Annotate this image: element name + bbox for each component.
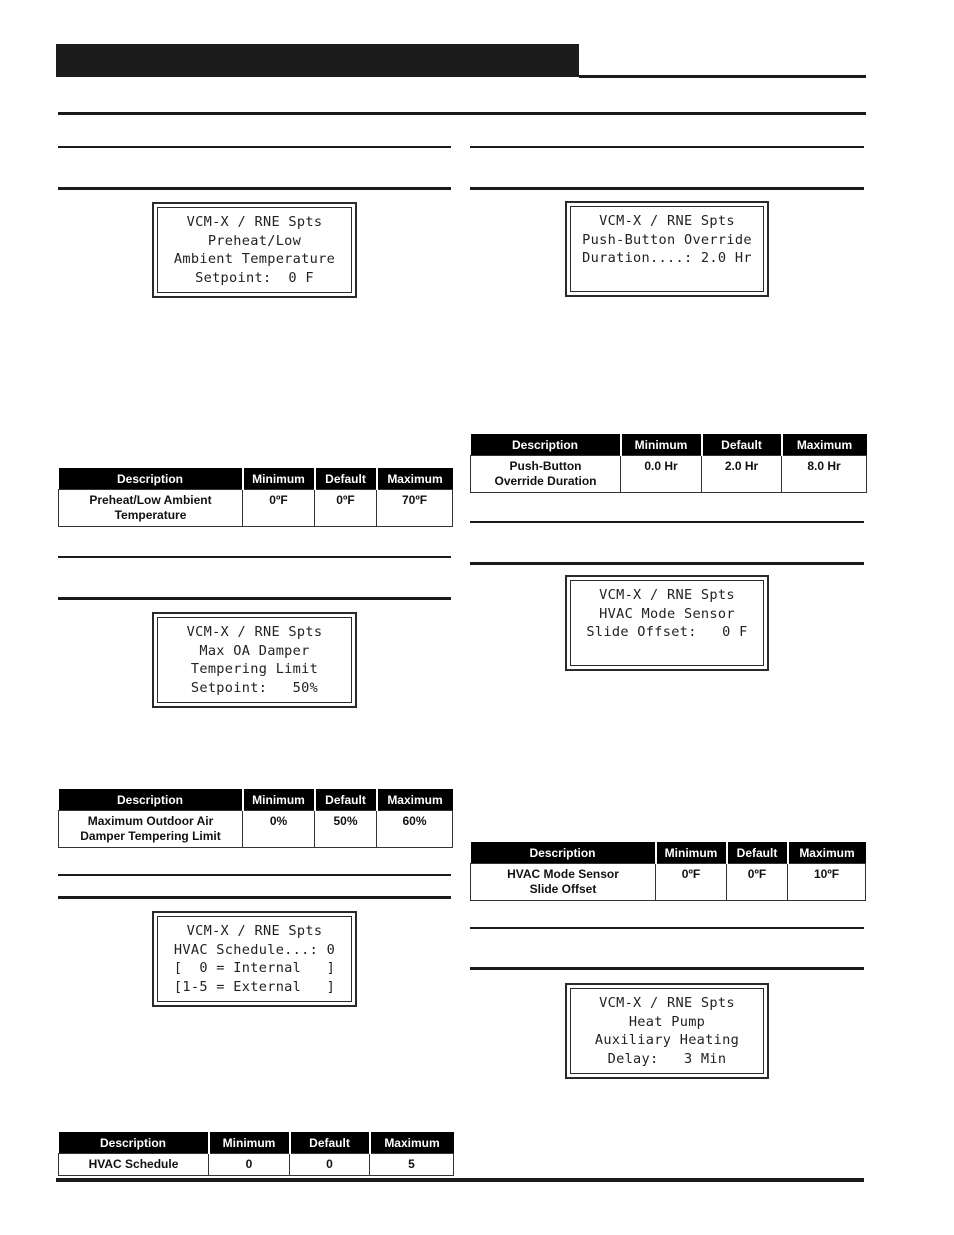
lcd-line: [1-5 = External ] [173, 978, 336, 995]
header-bar [56, 44, 579, 77]
lcd-display-push-button [565, 201, 769, 297]
lcd-line: VCM-X / RNE Spts [599, 587, 735, 603]
table-row [471, 864, 866, 901]
lcd-line: HVAC Mode Sensor [599, 605, 735, 622]
lcd-line: Setpoint: 50% [190, 679, 319, 696]
col-header-maximum: Maximum [370, 1132, 454, 1154]
cell-description-text: Preheat/Low Ambient Temperature [89, 493, 212, 522]
section-rule [470, 967, 864, 970]
section-rule [470, 521, 864, 523]
col-header-default: Default [290, 1132, 370, 1154]
col-header-maximum: Maximum [377, 789, 453, 811]
cell-description: HVAC Schedule [59, 1154, 209, 1176]
col-header-maximum: Maximum [788, 842, 866, 864]
lcd-line: VCM-X / RNE Spts [599, 213, 735, 229]
section-rule [58, 874, 451, 876]
cell-maximum: 60% [377, 811, 453, 848]
lcd-line: Tempering Limit [190, 661, 319, 678]
section-rule [58, 597, 451, 600]
col-header-description: Description [471, 434, 621, 456]
col-header-minimum: Minimum [621, 434, 702, 456]
col-header-minimum: Minimum [243, 789, 315, 811]
lcd-line: Heat Pump [628, 1013, 706, 1030]
lcd-line: Delay: 3 Min [607, 1050, 727, 1067]
col-header-maximum: Maximum [377, 468, 453, 490]
col-header-default: Default [727, 842, 788, 864]
col-header-minimum: Minimum [209, 1132, 290, 1154]
col-header-description: Description [59, 468, 243, 490]
section-rule [470, 187, 864, 190]
section-rule [58, 556, 451, 558]
lcd-line: VCM-X / RNE Spts [186, 923, 323, 939]
spec-table-max-oa [58, 789, 453, 848]
col-header-description: Description [471, 842, 656, 864]
table-row [59, 811, 453, 848]
footer-rule [56, 1178, 864, 1182]
cell-maximum: 10ºF [788, 864, 866, 901]
cell-default: 2.0 Hr [702, 456, 782, 493]
cell-maximum: 70ºF [377, 490, 453, 527]
cell-default: 0ºF [727, 864, 788, 901]
section-rule [470, 562, 864, 565]
cell-minimum: 0 [209, 1154, 290, 1176]
lcd-line: Max OA Damper [199, 642, 310, 659]
lcd-display-max-oa [152, 612, 357, 708]
cell-description [471, 456, 621, 493]
section-rule [470, 927, 864, 929]
col-header-minimum: Minimum [243, 468, 315, 490]
lcd-line: VCM-X / RNE Spts [186, 214, 323, 230]
cell-default: 0ºF [315, 490, 377, 527]
header-rule [579, 75, 866, 78]
top-rule [58, 112, 866, 115]
cell-minimum: 0ºF [656, 864, 727, 901]
spec-table-hvac-schedule [58, 1132, 454, 1176]
section-rule [58, 146, 451, 148]
table-row [59, 1154, 454, 1176]
cell-default: 0 [290, 1154, 370, 1176]
cell-default: 50% [315, 811, 377, 848]
col-header-description: Description [59, 1132, 209, 1154]
lcd-line: Slide Offset: 0 F [586, 624, 748, 641]
lcd-line: [ 0 = Internal ] [173, 960, 336, 977]
cell-description-text: HVAC Mode Sensor Slide Offset [507, 867, 619, 896]
col-header-description: Description [59, 789, 243, 811]
cell-description [59, 811, 243, 848]
col-header-minimum: Minimum [656, 842, 727, 864]
lcd-line: Ambient Temperature [173, 251, 336, 268]
lcd-line: Preheat/Low [207, 232, 302, 249]
lcd-line: Duration....: 2.0 Hr [582, 250, 752, 267]
lcd-line: Setpoint: 0 F [195, 269, 314, 286]
section-rule [58, 896, 451, 899]
table-row [59, 490, 453, 527]
cell-description-text: Maximum Outdoor Air Damper Tempering Limit [80, 814, 221, 843]
lcd-display-hvac-schedule [152, 911, 357, 1007]
spec-table-push-button [470, 434, 867, 493]
table-row [471, 456, 867, 493]
cell-description [471, 864, 656, 901]
cell-maximum: 5 [370, 1154, 454, 1176]
cell-description [59, 490, 243, 527]
cell-description-text: Push-Button Override Duration [494, 459, 597, 488]
col-header-default: Default [702, 434, 782, 456]
spec-table-preheat [58, 468, 453, 527]
cell-minimum: 0.0 Hr [621, 456, 702, 493]
col-header-maximum: Maximum [782, 434, 867, 456]
cell-minimum: 0% [243, 811, 315, 848]
lcd-line: VCM-X / RNE Spts [599, 995, 735, 1011]
cell-minimum: 0ºF [243, 490, 315, 527]
lcd-display-heat-pump [565, 983, 769, 1079]
cell-maximum: 8.0 Hr [782, 456, 867, 493]
spec-table-hvac-mode [470, 842, 866, 901]
col-header-default: Default [315, 468, 377, 490]
section-rule [58, 187, 451, 190]
lcd-line: Auxiliary Heating [594, 1032, 740, 1049]
lcd-line: Push-Button Override [582, 231, 752, 248]
lcd-line: VCM-X / RNE Spts [186, 624, 323, 640]
section-rule [470, 146, 864, 148]
lcd-display-hvac-mode [565, 575, 769, 671]
col-header-default: Default [315, 789, 377, 811]
lcd-display-preheat [152, 202, 357, 298]
lcd-line: HVAC Schedule...: 0 [173, 941, 336, 958]
